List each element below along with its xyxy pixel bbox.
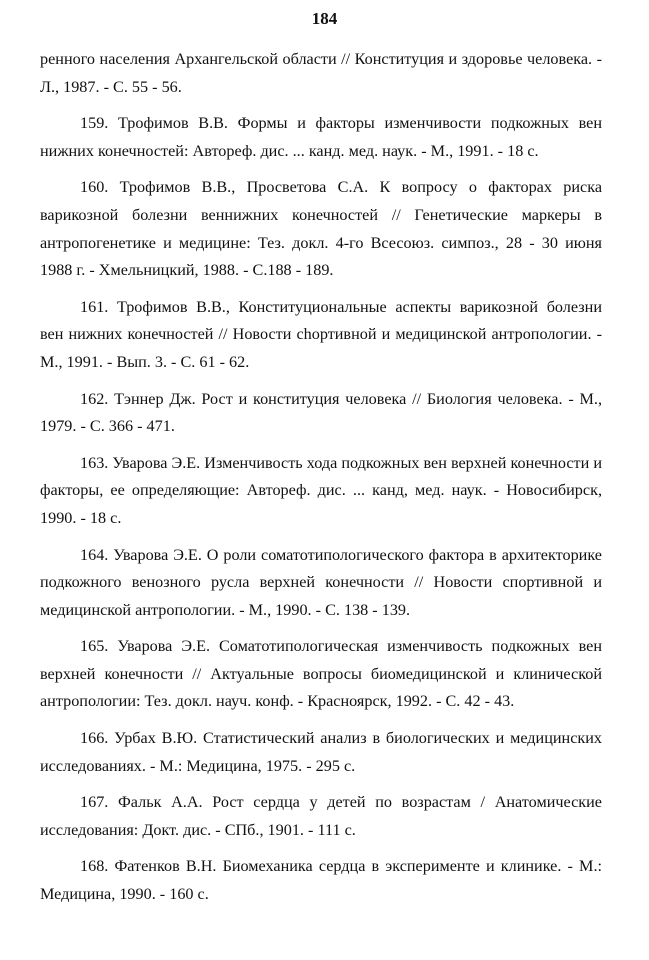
reference-entry-163 [40, 450, 602, 533]
reference-text: 159. Трофимов В.В. Формы и факторы изменчивости подкожных вен нижних конечностей: Автореф. дис. ... канд. мед. наук. - М., 1991. - 18 с. [40, 114, 602, 160]
reference-entry-168 [40, 853, 602, 908]
reference-text: 164. Уварова Э.Е. О роли соматотипологического фактора в архитекторике подкожного венозного русла верхней конечности // Новости спортивной и медицинской антропологии. - М., 1990. - С. 138 - 139. [40, 545, 602, 619]
reference-text: 161. Трофимов В.В., Конституциональные аспекты варикозной болезни вен нижних конечностей // Новости сһортивной и медицинской антропологии. - М., 1991. - Вып. 3. - С. 61 - 62. [40, 297, 602, 371]
reference-text: 168. Фатенков В.Н. Биомеханика сердца в эксперименте и клинике. - М.: Медицина, 1990. - 160 с. [40, 857, 602, 904]
reference-text: 162. Тэннер Дж. Рост и конституция человека // Биология человека. - М., 1979. - С. 366 - 471. [40, 389, 602, 436]
reference-entry-164 [40, 542, 602, 625]
reference-text: 166. Урбах В.Ю. Статистический анализ в биологических и медицинских исследованиях. - М.: Медицина, 1975. - 295 с. [40, 729, 602, 775]
reference-entry-159 [40, 110, 602, 165]
reference-entry-160 [40, 174, 602, 284]
reference-entry-166 [40, 725, 602, 780]
reference-text: 167. Фальк А.А. Рост сердца у детей по возрастам / Анатомические исследования: Докт. дис. - СПб., 1901. - 111 с. [40, 793, 602, 839]
reference-entry-165 [40, 633, 602, 716]
reference-entry-167 [40, 789, 602, 844]
reference-continuation [40, 46, 602, 101]
reference-text: 165. Уварова Э.Е. Соматотипологическая изменчивость подкожных вен верхней конечности // Актуальные вопросы биомедицинской и клинической антропологии: Тез. докл. науч. конф. - Красноярск, 1992. - С. 42 - 43. [40, 637, 602, 711]
reference-entry-161 [40, 294, 602, 377]
reference-entry-162 [40, 386, 602, 441]
reference-text: 163. Уварова Э.Е. Изменчивость хода подкожных вен верхней конечности и факторы, ее определяющие: Автореф. дис. ... канд, мед. наук. - Новосибирск, 1990. - 18 с. [40, 453, 602, 527]
reference-text: 160. Трофимов В.В., Просветова С.А. К вопросу о факторах риска варикозной болезни веннижних конечностей // Генетические маркеры в антропогенетике и медицине: Тез. докл. 4-го Всесоюз. симпоз., 28 - 30 июня 1988 г. - Хмельницкий, 1988. - С.188 - 189. [40, 178, 602, 280]
page-number: 184 [311, 9, 338, 28]
reference-text: ренного населения Архангельской области // Конституция и здоровье человека. - Л., 1987. - С. 55 - 56. [40, 50, 602, 96]
reference-list [40, 46, 602, 918]
